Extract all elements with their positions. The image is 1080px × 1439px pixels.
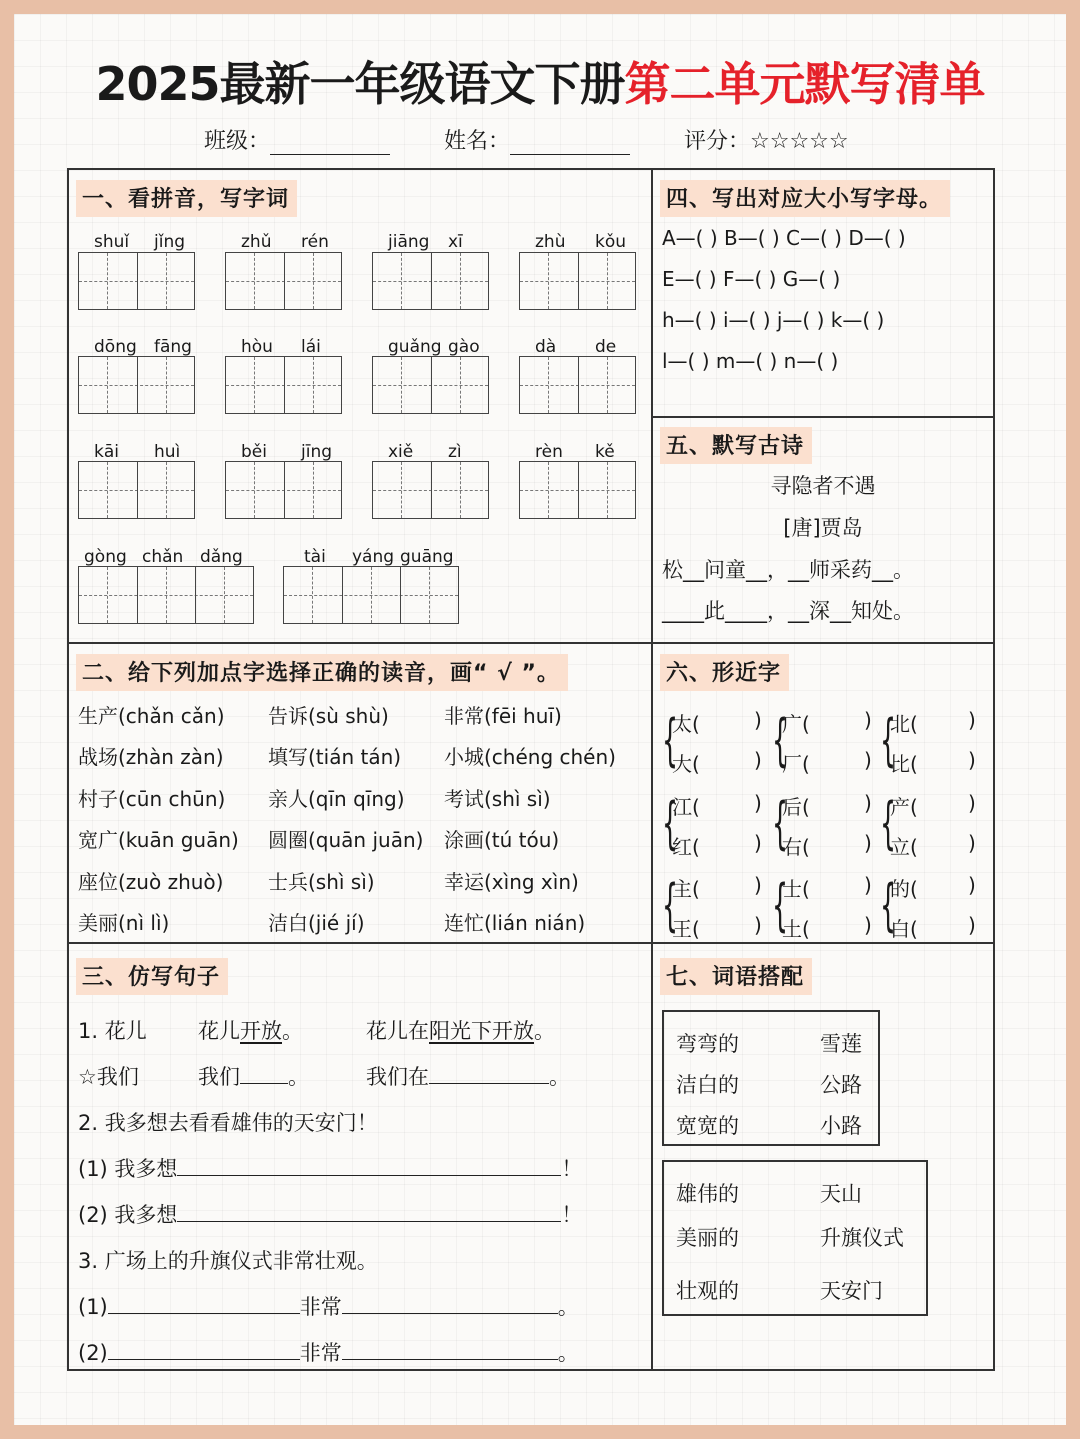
pinyin-label: hòu bbox=[241, 337, 273, 357]
brace-icon: { bbox=[772, 791, 789, 856]
s3-l1c: 花儿在阳光下开放。 bbox=[366, 1019, 555, 1043]
tianzige-box[interactable] bbox=[78, 566, 254, 624]
pronunciation-item[interactable]: 小城(chéng chén) bbox=[444, 745, 616, 770]
pinyin-label: rèn bbox=[535, 442, 563, 462]
match-left[interactable]: 弯弯的 bbox=[676, 1032, 739, 1056]
class-label: 班级： bbox=[204, 129, 271, 154]
tianzige-cell-line bbox=[284, 253, 285, 309]
tianzige-guide bbox=[166, 462, 167, 518]
pronunciation-item[interactable]: 填写(tián tán) bbox=[268, 745, 402, 770]
match-right[interactable]: 小路 bbox=[820, 1114, 862, 1138]
letters-row: A—( ) B—( ) C—( ) D—( ) bbox=[662, 226, 906, 250]
tianzige-box[interactable] bbox=[78, 356, 195, 414]
tianzige-guide bbox=[224, 567, 225, 623]
pronunciation-item[interactable]: 幸运(xìng xìn) bbox=[444, 869, 579, 894]
pinyin-label: kǒu bbox=[595, 232, 627, 252]
pinyin-label: tài bbox=[304, 547, 326, 567]
s3-q2a: (1) 我多想 ！ bbox=[78, 1153, 582, 1183]
tianzige-cell-line bbox=[431, 357, 432, 413]
answer-blank-close[interactable]: ) bbox=[864, 913, 872, 937]
tianzige-guide bbox=[254, 462, 255, 518]
pinyin-label: zhǔ bbox=[241, 232, 272, 252]
tianzige-guide bbox=[313, 357, 314, 413]
answer-blank-close[interactable]: ) bbox=[754, 791, 762, 815]
tianzige-box[interactable] bbox=[372, 356, 489, 414]
pinyin-label: xiě bbox=[388, 442, 414, 462]
brace-icon: { bbox=[772, 708, 789, 773]
tianzige-guide bbox=[312, 567, 313, 623]
pronunciation-item[interactable]: 圆圈(quān juān) bbox=[268, 828, 424, 853]
similar-char: 江( bbox=[672, 795, 700, 819]
section-7-header: 七、词语搭配 bbox=[660, 958, 812, 995]
match-left[interactable]: 美丽的 bbox=[676, 1226, 739, 1250]
tianzige-cell-line bbox=[578, 462, 579, 518]
pronunciation-item[interactable]: 连忙(lián nián) bbox=[444, 911, 586, 935]
letters-row: h—( ) i—( ) j—( ) k—( ) bbox=[662, 308, 885, 332]
s3-blank-5[interactable] bbox=[108, 1291, 300, 1314]
tianzige-cell-line bbox=[431, 253, 432, 309]
tianzige-guide bbox=[429, 567, 430, 623]
pronunciation-item[interactable]: 洁白(jié jí) bbox=[268, 911, 365, 935]
section-1-header: 一、看拼音，写字词 bbox=[76, 180, 297, 217]
pinyin-label: de bbox=[595, 337, 617, 357]
tianzige-cell-line bbox=[342, 567, 343, 623]
tianzige-box[interactable] bbox=[519, 252, 636, 310]
pronunciation-item[interactable]: 宽广(kuān guān) bbox=[78, 828, 239, 853]
pinyin-label: gòng bbox=[84, 547, 127, 567]
answer-blank-close[interactable]: ) bbox=[864, 873, 872, 897]
tianzige-guide bbox=[548, 462, 549, 518]
tianzige-guide bbox=[107, 462, 108, 518]
pronunciation-item[interactable]: 战场(zhàn zàn) bbox=[78, 745, 224, 770]
pinyin-label: gào bbox=[448, 337, 480, 357]
s3-blank-6[interactable] bbox=[342, 1291, 558, 1314]
answer-blank-close[interactable]: ) bbox=[754, 708, 762, 732]
tianzige-box[interactable] bbox=[78, 252, 195, 310]
similar-char: 王( bbox=[672, 917, 700, 941]
poem-title: 寻隐者不遇 bbox=[770, 474, 876, 498]
section-6-header: 六、形近字 bbox=[660, 654, 789, 691]
answer-blank-close[interactable]: ) bbox=[968, 791, 976, 815]
pronunciation-item[interactable]: 村子(cūn chūn) bbox=[78, 786, 226, 811]
similar-char: 比( bbox=[890, 752, 918, 776]
pronunciation-item[interactable]: 美丽(nì lì) bbox=[78, 911, 170, 935]
s3-q2: 2. 我多想去看看雄伟的天安门！ bbox=[78, 1111, 378, 1135]
pinyin-label: jiāng bbox=[388, 232, 430, 252]
tianzige-guide bbox=[107, 253, 108, 309]
pinyin-label: dà bbox=[535, 337, 557, 357]
pinyin-label: zì bbox=[448, 442, 462, 462]
pronunciation-item[interactable]: 亲人(qīn qīng) bbox=[268, 786, 405, 811]
letters-row: l—( ) m—( ) n—( ) bbox=[662, 349, 839, 373]
name-label: 姓名： bbox=[444, 129, 511, 154]
tianzige-box[interactable] bbox=[519, 356, 636, 414]
s3-l2c: 我们在 。 bbox=[366, 1061, 570, 1091]
answer-blank-close[interactable]: ) bbox=[864, 748, 872, 772]
name-field bbox=[444, 124, 630, 155]
tianzige-guide bbox=[166, 567, 167, 623]
similar-char: 主( bbox=[672, 877, 700, 901]
score-label: 评分：☆☆☆☆☆ bbox=[684, 129, 849, 154]
tianzige-guide bbox=[107, 357, 108, 413]
answer-blank-close[interactable]: ) bbox=[968, 831, 976, 855]
poem-author: [唐]贾岛 bbox=[783, 516, 863, 540]
s3-blank-4[interactable] bbox=[177, 1199, 561, 1222]
name-blank[interactable] bbox=[510, 128, 630, 155]
similar-char: 士( bbox=[782, 877, 810, 901]
answer-blank-close[interactable]: ) bbox=[754, 831, 762, 855]
page-title bbox=[0, 48, 1080, 114]
answer-blank-close[interactable]: ) bbox=[754, 873, 762, 897]
pinyin-label: dǎng bbox=[200, 547, 243, 567]
tianzige-guide bbox=[313, 462, 314, 518]
tianzige-box[interactable] bbox=[372, 252, 489, 310]
similar-char: 太( bbox=[672, 712, 700, 736]
right-divider-2 bbox=[651, 642, 993, 644]
tianzige-guide bbox=[401, 253, 402, 309]
answer-blank-close[interactable]: ) bbox=[968, 873, 976, 897]
answer-blank-close[interactable]: ) bbox=[754, 748, 762, 772]
tianzige-guide bbox=[313, 253, 314, 309]
score-field bbox=[684, 124, 849, 155]
similar-char: 立( bbox=[890, 835, 918, 859]
pinyin-label: fāng bbox=[154, 337, 192, 357]
pronunciation-item[interactable]: 涂画(tú tóu) bbox=[444, 828, 560, 853]
tianzige-cell-line bbox=[137, 357, 138, 413]
s3-q3: 3. 广场上的升旗仪式非常壮观。 bbox=[78, 1249, 378, 1273]
tianzige-guide bbox=[401, 357, 402, 413]
section-3-header: 三、仿写句子 bbox=[76, 958, 228, 995]
pinyin-label: chǎn bbox=[142, 547, 184, 567]
s3-l1a: 1. 花儿 bbox=[78, 1019, 147, 1043]
s3-l1b: 花儿开放。 bbox=[198, 1019, 303, 1043]
similar-char: 大( bbox=[672, 752, 700, 776]
title-main: 2025最新一年级语文下册 bbox=[95, 57, 625, 111]
tianzige-guide bbox=[166, 253, 167, 309]
s3-blank-1[interactable] bbox=[240, 1061, 288, 1084]
similar-char: 右( bbox=[782, 835, 810, 859]
tianzige-guide bbox=[254, 253, 255, 309]
pinyin-label: běi bbox=[241, 442, 267, 462]
pinyin-label: guāng bbox=[400, 547, 454, 567]
match-right[interactable]: 天山 bbox=[820, 1182, 862, 1206]
poem-line-2: ____此____，__深__知处。 bbox=[662, 599, 914, 623]
brace-icon: { bbox=[662, 791, 679, 856]
pinyin-label: jǐng bbox=[154, 232, 186, 252]
s3-l2a: ☆我们 bbox=[78, 1065, 139, 1089]
tianzige-box[interactable] bbox=[283, 566, 459, 624]
answer-blank-close[interactable]: ) bbox=[864, 708, 872, 732]
match-left[interactable]: 洁白的 bbox=[676, 1073, 739, 1097]
pinyin-label: jīng bbox=[301, 442, 333, 462]
tianzige-box[interactable] bbox=[225, 252, 342, 310]
pinyin-label: rén bbox=[301, 232, 329, 252]
tianzige-guide bbox=[460, 357, 461, 413]
pinyin-label: yáng bbox=[352, 547, 395, 567]
pinyin-label: dōng bbox=[94, 337, 137, 357]
tianzige-guide bbox=[607, 253, 608, 309]
pinyin-label: kāi bbox=[94, 442, 119, 462]
similar-char: 后( bbox=[782, 795, 810, 819]
similar-char: 广( bbox=[782, 712, 810, 736]
poem-line-1: 松__问童__，__师采药__。 bbox=[662, 558, 914, 582]
brace-icon: { bbox=[880, 708, 897, 773]
similar-char: 厂( bbox=[782, 752, 810, 776]
s3-l2b: 我们 。 bbox=[198, 1061, 309, 1091]
tianzige-box[interactable] bbox=[519, 461, 636, 519]
match-left[interactable]: 壮观的 bbox=[676, 1279, 739, 1303]
section-4-header: 四、写出对应大小写字母。 bbox=[660, 180, 950, 217]
center-divider bbox=[651, 168, 653, 1369]
tianzige-box[interactable] bbox=[78, 461, 195, 519]
s3-q2b: (2) 我多想 ！ bbox=[78, 1199, 582, 1229]
similar-char: 红( bbox=[672, 835, 700, 859]
pronunciation-item[interactable]: 士兵(shì sì) bbox=[268, 869, 375, 894]
tianzige-cell-line bbox=[284, 462, 285, 518]
match-left[interactable]: 宽宽的 bbox=[676, 1114, 739, 1138]
tianzige-cell-line bbox=[195, 567, 196, 623]
brace-icon: { bbox=[772, 873, 789, 938]
brace-icon: { bbox=[880, 791, 897, 856]
s3-blank-7[interactable] bbox=[108, 1337, 300, 1360]
answer-blank-close[interactable]: ) bbox=[968, 748, 976, 772]
pinyin-label: huì bbox=[154, 442, 181, 462]
pinyin-label: xī bbox=[448, 232, 463, 252]
tianzige-cell-line bbox=[137, 253, 138, 309]
s3-blank-2[interactable] bbox=[429, 1061, 549, 1084]
tianzige-guide bbox=[607, 462, 608, 518]
pinyin-label: kě bbox=[595, 442, 615, 462]
pinyin-label: zhù bbox=[535, 232, 566, 252]
answer-blank-close[interactable]: ) bbox=[864, 831, 872, 855]
tianzige-guide bbox=[548, 253, 549, 309]
tianzige-cell-line bbox=[400, 567, 401, 623]
match-left[interactable]: 雄伟的 bbox=[676, 1182, 739, 1206]
tianzige-guide bbox=[166, 357, 167, 413]
answer-blank-close[interactable]: ) bbox=[754, 913, 762, 937]
match-right[interactable]: 公路 bbox=[820, 1073, 862, 1097]
tianzige-box[interactable] bbox=[372, 461, 489, 519]
letters-row: E—( ) F—( ) G—( ) bbox=[662, 267, 841, 291]
section-5-header: 五、默写古诗 bbox=[660, 427, 812, 464]
tianzige-guide bbox=[607, 357, 608, 413]
tianzige-guide bbox=[548, 357, 549, 413]
pinyin-label: guǎng bbox=[388, 337, 442, 357]
tianzige-cell-line bbox=[578, 357, 579, 413]
answer-blank-close[interactable]: ) bbox=[968, 913, 976, 937]
similar-char: 的( bbox=[890, 877, 918, 901]
tianzige-guide bbox=[254, 357, 255, 413]
similar-char: 土( bbox=[782, 917, 810, 941]
s3-blank-8[interactable] bbox=[342, 1337, 558, 1360]
tianzige-cell-line bbox=[284, 357, 285, 413]
answer-blank-close[interactable]: ) bbox=[864, 791, 872, 815]
class-field bbox=[204, 124, 390, 155]
tianzige-guide bbox=[401, 462, 402, 518]
section-2-header: 二、给下列加点字选择正确的读音，画“ √ ”。 bbox=[76, 654, 568, 691]
brace-icon: { bbox=[662, 873, 679, 938]
pronunciation-item[interactable]: 座位(zuò zhuò) bbox=[78, 869, 224, 894]
right-divider-1 bbox=[651, 416, 993, 418]
tianzige-guide bbox=[371, 567, 372, 623]
pronunciation-item[interactable]: 非常(fēi huī) bbox=[444, 704, 562, 728]
tianzige-cell-line bbox=[431, 462, 432, 518]
tianzige-cell-line bbox=[578, 253, 579, 309]
pinyin-label: lái bbox=[301, 337, 321, 357]
match-right[interactable]: 雪莲 bbox=[820, 1032, 862, 1056]
title-highlight: 第二单元默写清单 bbox=[624, 57, 985, 111]
tianzige-box[interactable] bbox=[225, 356, 342, 414]
tianzige-guide bbox=[460, 462, 461, 518]
pronunciation-item[interactable]: 告诉(sù shù) bbox=[268, 704, 389, 728]
tianzige-box[interactable] bbox=[225, 461, 342, 519]
tianzige-guide bbox=[107, 567, 108, 623]
tianzige-cell-line bbox=[137, 567, 138, 623]
divider-3 bbox=[67, 942, 993, 944]
brace-icon: { bbox=[662, 708, 679, 773]
s3-q3a: (1) 非常 。 bbox=[78, 1291, 579, 1321]
left-divider-1 bbox=[67, 642, 653, 644]
similar-char: 产( bbox=[890, 795, 918, 819]
match-right[interactable]: 天安门 bbox=[820, 1279, 883, 1303]
tianzige-cell-line bbox=[137, 462, 138, 518]
brace-icon: { bbox=[880, 873, 897, 938]
pronunciation-item[interactable]: 考试(shì sì) bbox=[444, 786, 551, 811]
tianzige-guide bbox=[460, 253, 461, 309]
class-blank[interactable] bbox=[270, 128, 390, 155]
match-right[interactable]: 升旗仪式 bbox=[820, 1226, 904, 1250]
similar-char: 白( bbox=[890, 917, 918, 941]
similar-char: 北( bbox=[890, 712, 918, 736]
pronunciation-item[interactable]: 生产(chǎn cǎn) bbox=[78, 704, 225, 728]
answer-blank-close[interactable]: ) bbox=[968, 708, 976, 732]
s3-q3b: (2) 非常 。 bbox=[78, 1337, 579, 1367]
pinyin-label: shuǐ bbox=[94, 232, 130, 252]
s3-blank-3[interactable] bbox=[177, 1153, 561, 1176]
